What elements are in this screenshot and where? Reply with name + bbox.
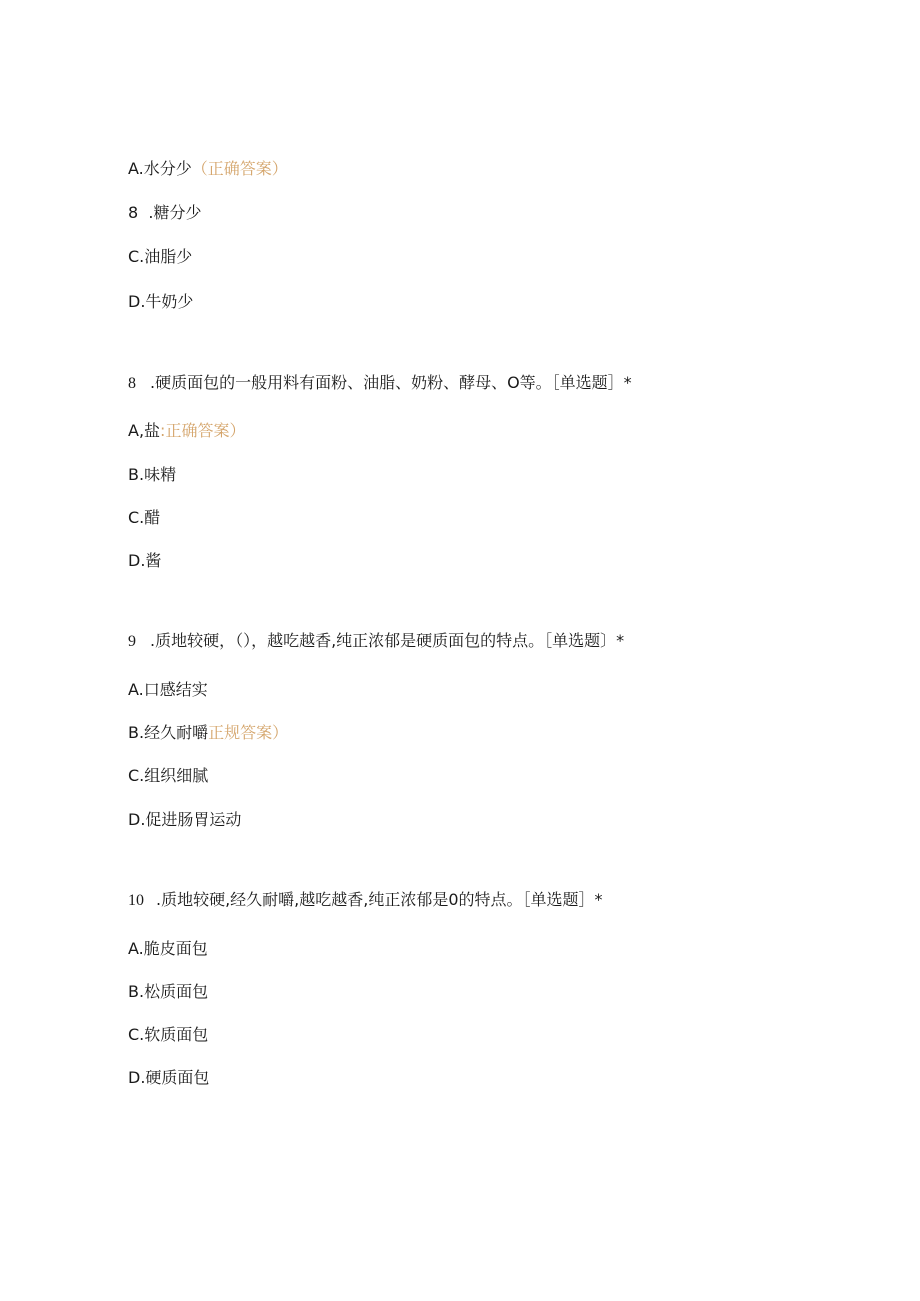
option-text: A.水分少: [128, 159, 192, 178]
option-text: B.松质面包: [128, 982, 209, 1001]
question-text: .硬质面包的一般用料有面粉、油脂、奶粉、酵母、O等。［单选题］*: [150, 373, 632, 392]
question-number: 8: [128, 375, 136, 392]
option-text: D.硬质面包: [128, 1068, 210, 1087]
option-d: [128, 291, 193, 313]
option-text: C.组织细腻: [128, 766, 209, 785]
option-text: D.酱: [128, 551, 162, 570]
option-text: C.油脂少: [128, 247, 193, 266]
option-text: B.经久耐嚼: [128, 723, 209, 742]
correct-answer-marker: :正确答案）: [160, 421, 246, 440]
question-text: .质地较硬，（），越吃越香,纯正浓郁是硬质面包的特点。［单选题〕*: [150, 631, 625, 650]
question-text: .质地较硬,经久耐嚼,越吃越香,纯正浓郁是0的特点。［单选题］*: [156, 890, 603, 909]
option-d: [128, 1067, 209, 1089]
option-c: [128, 765, 208, 787]
question-number: 9: [128, 633, 136, 650]
option-a: [128, 679, 208, 701]
option-a: [128, 420, 245, 442]
question-title: [128, 889, 603, 912]
option-c: [128, 1024, 208, 1046]
option-a: [128, 158, 288, 180]
option-text: B.味精: [128, 465, 177, 484]
correct-answer-marker: 正规答案）: [208, 723, 289, 742]
question-title: [128, 372, 632, 395]
option-text: A,盐: [128, 421, 161, 440]
correct-answer-marker: （正确答案）: [191, 159, 288, 178]
option-text: C.醋: [128, 508, 161, 527]
question-number: 10: [128, 892, 144, 909]
option-b: [128, 202, 201, 224]
option-c: [128, 507, 160, 529]
option-b: [128, 981, 208, 1003]
question-title: [128, 630, 624, 653]
option-text: A.脆皮面包: [128, 939, 208, 958]
option-c: [128, 246, 192, 268]
option-d: [128, 809, 241, 831]
option-b: [128, 722, 288, 744]
option-d: [128, 550, 161, 572]
option-text: D.牛奶少: [128, 292, 194, 311]
option-text: A.口感结实: [128, 680, 208, 699]
option-a: [128, 938, 208, 960]
option-b: [128, 464, 176, 486]
option-text: 8 .糖分少: [128, 203, 202, 222]
option-text: C.软质面包: [128, 1025, 209, 1044]
option-text: D.促进肠胃运动: [128, 810, 242, 829]
